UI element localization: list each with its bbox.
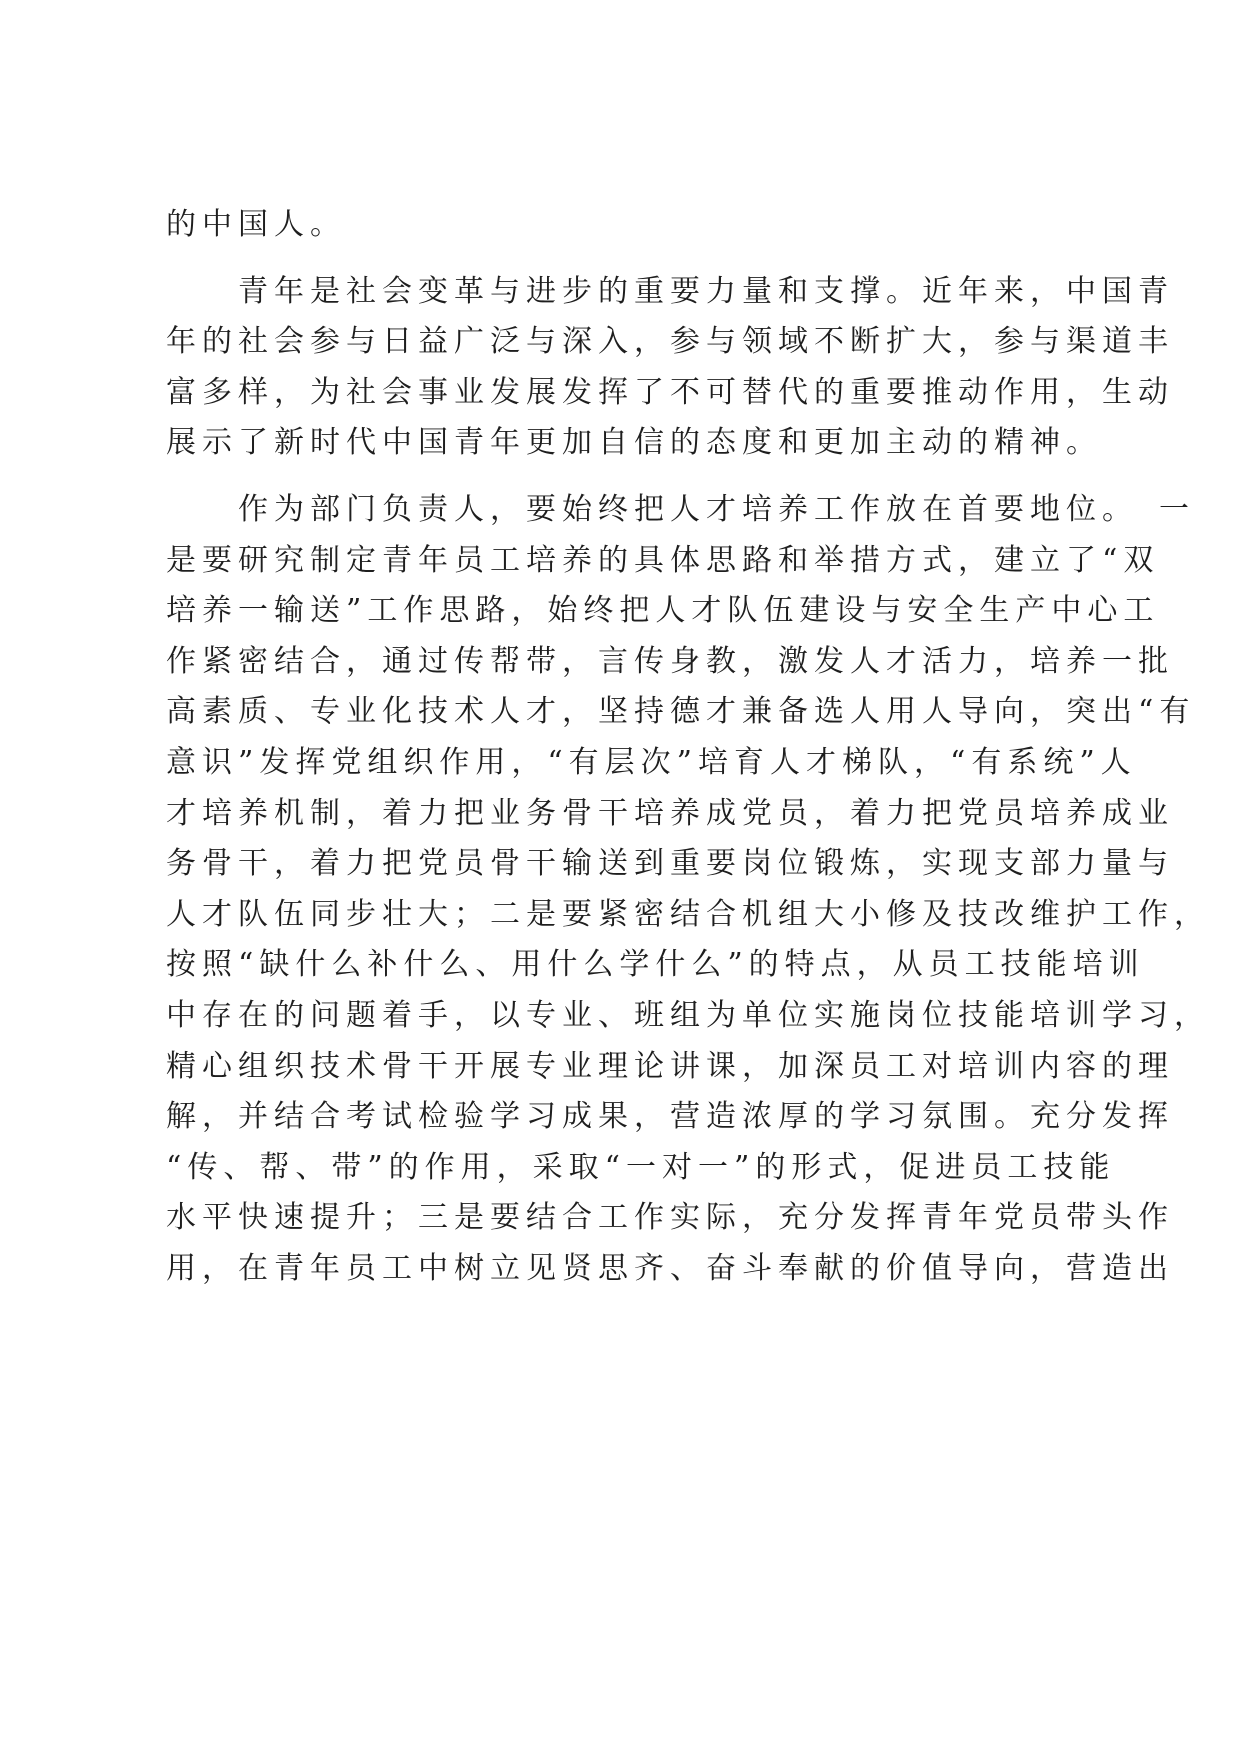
paragraph-gap: [166, 251, 1074, 267]
text-line: 水平快速提升；三是要结合工作实际，充分发挥青年党员带头作: [166, 1200, 1174, 1236]
document-body: [166, 200, 1210, 1294]
text-line: 年的社会参与日益广泛与深入，参与领域不断扩大，参与渠道丰: [166, 324, 1174, 360]
text-line: 用，在青年员工中树立见贤思齐、奋斗奉献的价值导向，营造出: [166, 1250, 1174, 1286]
text-line: 的中国人。: [166, 207, 346, 242]
text-line: 青年是社会变革与进步的重要力量和支撑。近年来，中国青: [166, 273, 1174, 309]
text-line: 培养一输送”工作思路，始终把人才队伍建设与安全生产中心工: [166, 593, 1160, 629]
text-line: 才培养机制，着力把业务骨干培养成党员，着力把党员培养成业: [166, 795, 1174, 831]
text-line: 作为部门负责人，要始终把人才培养工作放在首要地位。 一: [166, 491, 1195, 527]
text-line: 富多样，为社会事业发展发挥了不可替代的重要推动作用，生动: [166, 374, 1174, 410]
text-line: 解，并结合考试检验学习成果，营造浓厚的学习氛围。充分发挥: [166, 1099, 1174, 1135]
text-line: 按照“缺什么补什么、用什么学什么”的特点，从员工技能培训: [166, 947, 1145, 983]
paragraph: [166, 267, 1174, 469]
text-line: 中存在的问题着手，以专业、班组为单位实施岗位技能培训学习，: [166, 997, 1210, 1033]
text-line: 精心组织技术骨干开展专业理论讲课，加深员工对培训内容的理: [166, 1048, 1174, 1084]
text-line: 是要研究制定青年员工培养的具体思路和举措方式，建立了“双: [166, 542, 1160, 578]
text-line: 人才队伍同步壮大；二是要紧密结合机组大小修及技改维护工作，: [166, 896, 1210, 932]
text-line: 展示了新时代中国青年更加自信的态度和更加主动的精神。: [166, 425, 1102, 461]
paragraph-gap: [166, 469, 1074, 485]
text-line: 务骨干，着力把党员骨干输送到重要岗位锻炼，实现支部力量与: [166, 846, 1174, 882]
text-line: 高素质、专业化技术人才，坚持德才兼备选人用人导向，突出“有: [166, 694, 1196, 730]
paragraph: [166, 200, 1074, 251]
text-line: 意识”发挥党组织作用，“有层次”培育人才梯队，“有系统”人: [166, 744, 1137, 780]
text-line: “传、帮、带”的作用，采取“一对一”的形式，促进员工技能: [166, 1149, 1116, 1185]
paragraph: [166, 485, 1210, 1295]
text-line: 作紧密结合，通过传帮带，言传身教，激发人才活力，培养一批: [166, 643, 1174, 679]
